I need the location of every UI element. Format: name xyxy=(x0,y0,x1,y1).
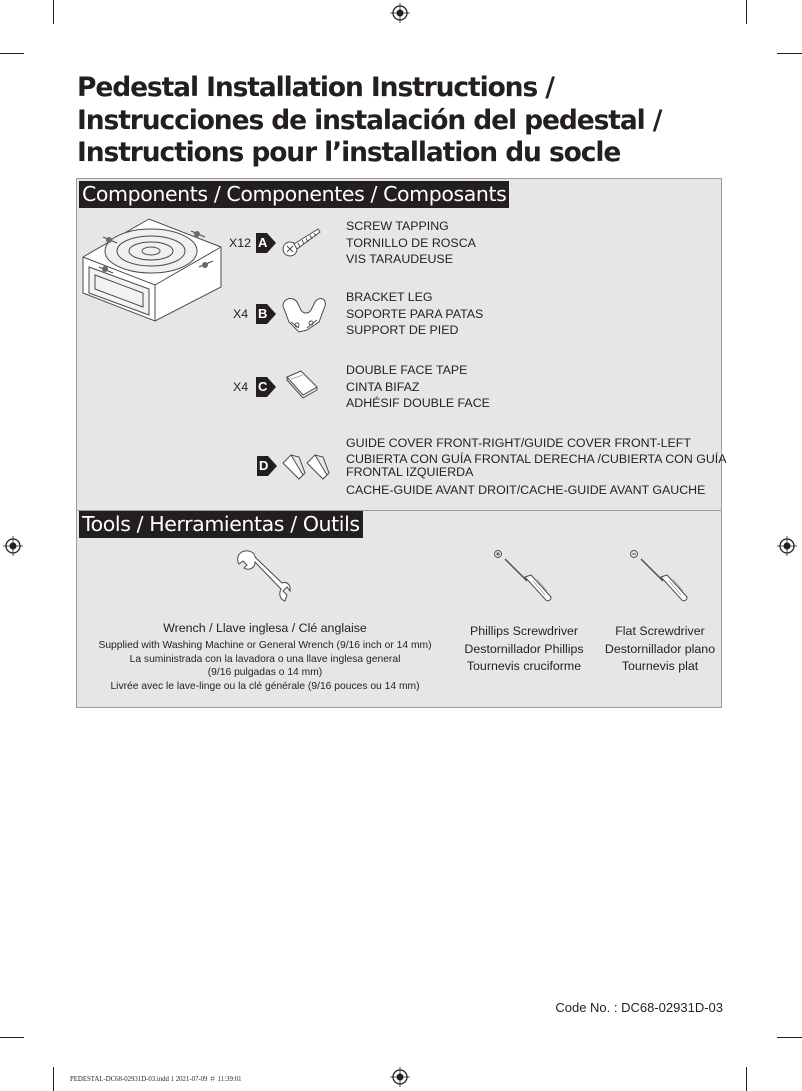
badge-b-label: B xyxy=(258,306,268,321)
phillips-line: Tournevis cruciforme xyxy=(466,659,582,673)
components-tools-panel xyxy=(76,178,727,708)
component-d-line: GUIDE COVER FRONT-RIGHT/GUIDE COVER FRONT-LEFT xyxy=(346,436,691,450)
flat-line: Flat Screwdriver xyxy=(615,624,705,638)
wrench-name: Wrench / Llave inglesa / Clé anglaise xyxy=(163,621,367,635)
badge-d xyxy=(257,456,277,476)
component-d-line: FRONTAL IZQUIERDA xyxy=(346,465,474,479)
badge-c-label: C xyxy=(258,379,268,394)
crop-mark xyxy=(746,1067,747,1091)
wrench-note: Supplied with Washing Machine or General Wrench (9/16 inch or 14 mm) xyxy=(98,639,432,651)
component-a-line: SCREW TAPPING xyxy=(346,219,449,233)
wrench-icon xyxy=(235,549,291,603)
badge-b xyxy=(256,304,276,324)
registration-mark-icon xyxy=(390,1067,410,1087)
wrench-caption xyxy=(85,620,445,694)
flat-line: Destornillador plano xyxy=(604,641,716,656)
crop-mark xyxy=(0,1037,24,1038)
component-b-line: SOPORTE PARA PATAS xyxy=(346,306,484,321)
component-c-line: ADHÉSIF DOUBLE FACE xyxy=(346,396,490,411)
component-b-line: BRACKET LEG xyxy=(346,290,433,304)
quantity-a: X12 xyxy=(229,236,252,250)
screw-icon xyxy=(282,223,322,259)
crop-mark xyxy=(777,53,802,54)
print-slug: PEDESTAL-DC68-02931D-03.indd 1 2021-07-09 ＃ 11:39:01 xyxy=(70,1076,242,1083)
component-d-text xyxy=(346,433,727,501)
phillips-caption xyxy=(449,623,599,676)
quantity-c: X4 xyxy=(233,380,249,394)
registration-mark-icon xyxy=(390,3,410,23)
bracket-leg-icon xyxy=(279,292,329,336)
component-b-line: SUPPORT DE PIED xyxy=(346,323,459,338)
wrench-note: La suministrada con la lavadora o una llave inglesa general xyxy=(129,654,401,665)
component-a-line: VIS TARAUDEUSE xyxy=(346,252,453,267)
phillips-line: Phillips Screwdriver xyxy=(469,624,579,638)
badge-c xyxy=(256,377,276,397)
flat-line: Tournevis plat xyxy=(621,659,699,673)
flat-screwdriver-icon xyxy=(629,547,691,605)
component-d-line: CACHE-GUIDE AVANT DROIT/CACHE-GUIDE AVANT GAUCHE xyxy=(346,483,706,497)
wrench-note: Livrée avec le lave-linge ou la clé générale (9/16 pouces ou 14 mm) xyxy=(110,681,420,692)
component-c-line: DOUBLE FACE TAPE xyxy=(346,363,468,377)
component-c-line: CINTA BIFAZ xyxy=(346,379,420,394)
pedestal-illustration-icon xyxy=(81,217,223,323)
badge-a-label: A xyxy=(258,235,268,250)
wrench-note: (9/16 pulgadas o 14 mm) xyxy=(207,666,323,678)
component-a-text xyxy=(346,218,476,268)
phillips-line: Destornillador Phillips xyxy=(464,641,584,656)
flat-caption xyxy=(597,623,723,676)
code-number: Code No. : DC68-02931D-03 xyxy=(555,1000,723,1015)
component-a-line: TORNILLO DE ROSCA xyxy=(346,235,476,250)
crop-mark xyxy=(746,0,747,24)
phillips-screwdriver-icon xyxy=(493,547,555,605)
crop-mark xyxy=(53,0,54,24)
component-b-text xyxy=(346,289,483,339)
tools-heading: Tools / Herramientas / Outils xyxy=(79,511,363,538)
tape-icon xyxy=(281,369,321,401)
crop-mark xyxy=(53,1067,54,1091)
registration-mark-icon xyxy=(777,536,797,556)
quantity-b: X4 xyxy=(233,307,249,321)
component-c-text xyxy=(346,362,490,412)
components-heading: Components / Componentes / Composants xyxy=(79,181,509,208)
crop-mark xyxy=(0,53,24,54)
badge-d-label: D xyxy=(259,458,269,473)
page-title: Pedestal Installation Instructions / Instrucciones de instalación del pedestal / Instructions pour l’installation du socle xyxy=(77,72,662,168)
component-d-line: CUBIERTA CON GUÍA FRONTAL DERECHA /CUBIERTA CON GUÍA xyxy=(346,452,727,466)
badge-a xyxy=(256,233,276,253)
guide-cover-icon xyxy=(281,449,333,483)
registration-mark-icon xyxy=(3,536,23,556)
crop-mark xyxy=(777,1037,802,1038)
